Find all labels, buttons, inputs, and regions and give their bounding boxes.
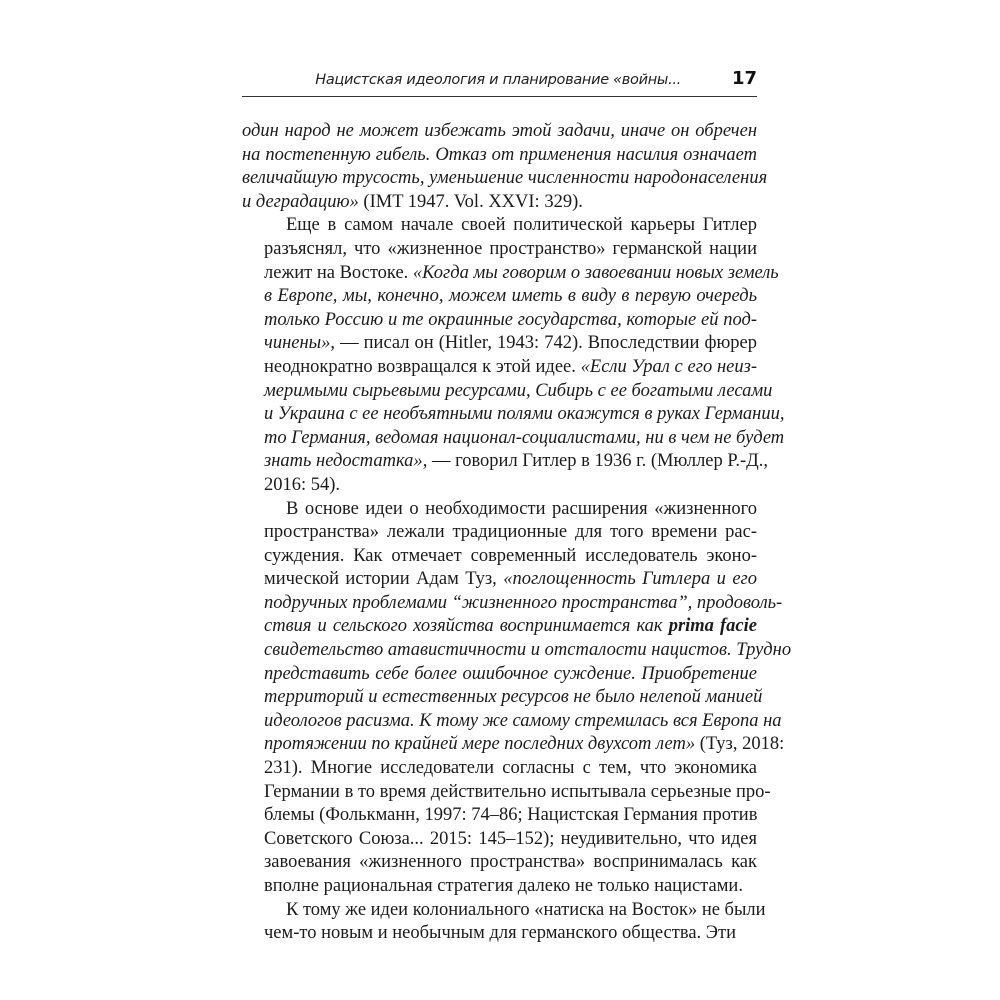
quote-text: свидетельство атавистичности и отсталости нацистов. Трудно <box>264 640 792 661</box>
quote-text: «Когда мы говорим о завоевании новых земель <box>412 262 779 283</box>
quote-text: знать недостатка» <box>264 451 423 472</box>
text-line <box>242 733 785 757</box>
text-line <box>242 380 773 404</box>
text-line <box>242 474 757 498</box>
text-line <box>242 521 757 545</box>
page-number: 17 <box>731 68 757 89</box>
quote-text: то Германия, ведомая национал-социалистами, ни в чем не будет <box>264 427 785 448</box>
quote-text: «Если Урал с его неиз- <box>580 356 758 377</box>
text-line <box>242 639 792 663</box>
book-page <box>242 62 792 982</box>
text-line <box>242 285 757 309</box>
quote-text: территорий и естественных ресурсов не было нелепой манией <box>264 687 763 708</box>
quote-text: в Европе, мы, конечно, можем иметь в виду в первую очередь <box>264 286 757 307</box>
text-line <box>242 262 779 286</box>
text-line <box>242 592 783 616</box>
quote-text: на постепенную гибель. Отказ от применения насилия означает <box>242 144 757 165</box>
text-run: 231). Многие исследователи согласны с тем, что экономика <box>264 758 757 779</box>
text-line <box>242 851 757 875</box>
text-run: разъяснял, что «жизненное пространство» германской нации <box>264 238 757 259</box>
text-line <box>242 238 757 262</box>
text-run: (Туз, 2018: <box>695 734 785 755</box>
body-text <box>242 120 792 946</box>
text-run: вполне рациональная стратегия далеко не только нацистами. <box>264 876 743 896</box>
paragraph <box>242 498 792 899</box>
text-line <box>242 356 757 380</box>
text-line <box>242 922 757 946</box>
text-run: блемы (Фолькманн, 1997: 74–86; Нацистская Германия против <box>264 805 758 826</box>
quote-text: идеологов расизма. К тому же самому стремилась вся Европа на <box>264 710 782 731</box>
quote-text: ствия и сельского хозяйства воспринимается как <box>264 616 669 637</box>
text-line <box>242 309 757 333</box>
text-line <box>242 828 757 852</box>
quote-text: и деградацию» <box>242 191 359 212</box>
text-run: , — говорил Гитлер в 1936 г. (Мюллер Р.-Д., <box>422 451 769 472</box>
text-line <box>242 191 757 215</box>
text-line <box>242 214 757 238</box>
text-run: В основе идеи о необходимости расширения «жизненного <box>286 498 757 519</box>
text-run: лежит на Востоке. <box>264 262 413 283</box>
quote-text: чинены» <box>264 333 331 354</box>
paragraph <box>242 214 785 497</box>
text-line <box>242 710 782 734</box>
text-line <box>242 899 766 923</box>
quote-text: «поглощенность Гитлера и его <box>503 569 758 590</box>
text-run: суждения. Как отмечает современный исследователь эконо- <box>264 545 757 566</box>
text-line <box>242 568 757 592</box>
text-run: Германии в то время действительно испытывала серьезные про- <box>264 781 771 802</box>
text-run: неоднократно возвращался к этой идее. <box>264 356 581 377</box>
paragraph <box>242 899 766 946</box>
quote-text: один народ не может избежать этой задачи, иначе он обречен <box>242 121 757 141</box>
text-run: мической истории Адам Туз, <box>264 569 504 590</box>
running-title: Нацистская идеология и планирование «войны... <box>315 72 681 88</box>
text-run: чем-то новым и необычным для германского общества. Эти <box>264 923 736 944</box>
text-line <box>242 120 757 144</box>
text-line <box>242 498 757 522</box>
quote-text: и Украина с ее необъятными полями окажутся в руках Германии, <box>264 404 785 425</box>
quote-text: только Россию и те окраинные государства, которые ей под- <box>264 309 757 330</box>
page-header <box>242 62 757 98</box>
text-line <box>242 403 785 427</box>
text-line <box>242 686 763 710</box>
text-run: , — писал он (Hitler, 1943: 742). Впоследствии фюрер <box>330 333 757 354</box>
text-run: К тому же идеи колониального «натиска на Восток» не были <box>286 899 766 920</box>
text-line <box>242 615 757 639</box>
text-run: 2016: 54). <box>264 474 341 495</box>
text-line <box>242 167 768 191</box>
text-line <box>242 875 757 899</box>
text-run: пространства» лежали традиционные для того времени рас- <box>264 522 757 543</box>
text-line <box>242 545 757 569</box>
quote-text: протяжении по крайней мере последних двухсот лет» <box>264 734 696 755</box>
quote-text: меримыми сырьевыми ресурсами, Сибирь с ее богатыми лесами <box>264 380 773 401</box>
text-run: Советского Союза... 2015: 145–152); неудивительно, что идея <box>264 828 757 849</box>
text-line <box>242 450 769 474</box>
text-run: Еще в самом начале своей политической карьеры Гитлер <box>286 215 757 236</box>
quote-text: подручных проблемами “жизненного пространства”, продоволь- <box>264 592 783 613</box>
bold-term: prima facie <box>668 616 757 637</box>
text-run: (IMT 1947. Vol. XXVI: 329). <box>358 191 583 212</box>
quote-text: представить себе более ошибочное суждение. Приобретение <box>264 663 757 684</box>
text-line <box>242 781 771 805</box>
text-line <box>242 804 757 828</box>
quote-text: величайшую трусость, уменьшение численности народонаселения <box>242 168 768 189</box>
text-line <box>242 757 757 781</box>
text-line <box>242 663 757 687</box>
text-line <box>242 332 757 356</box>
header-rule <box>242 96 757 97</box>
text-line <box>242 144 757 168</box>
paragraph <box>242 120 768 214</box>
text-run: завоевания «жизненного пространства» воспринималась как <box>264 852 757 873</box>
text-line <box>242 427 785 451</box>
